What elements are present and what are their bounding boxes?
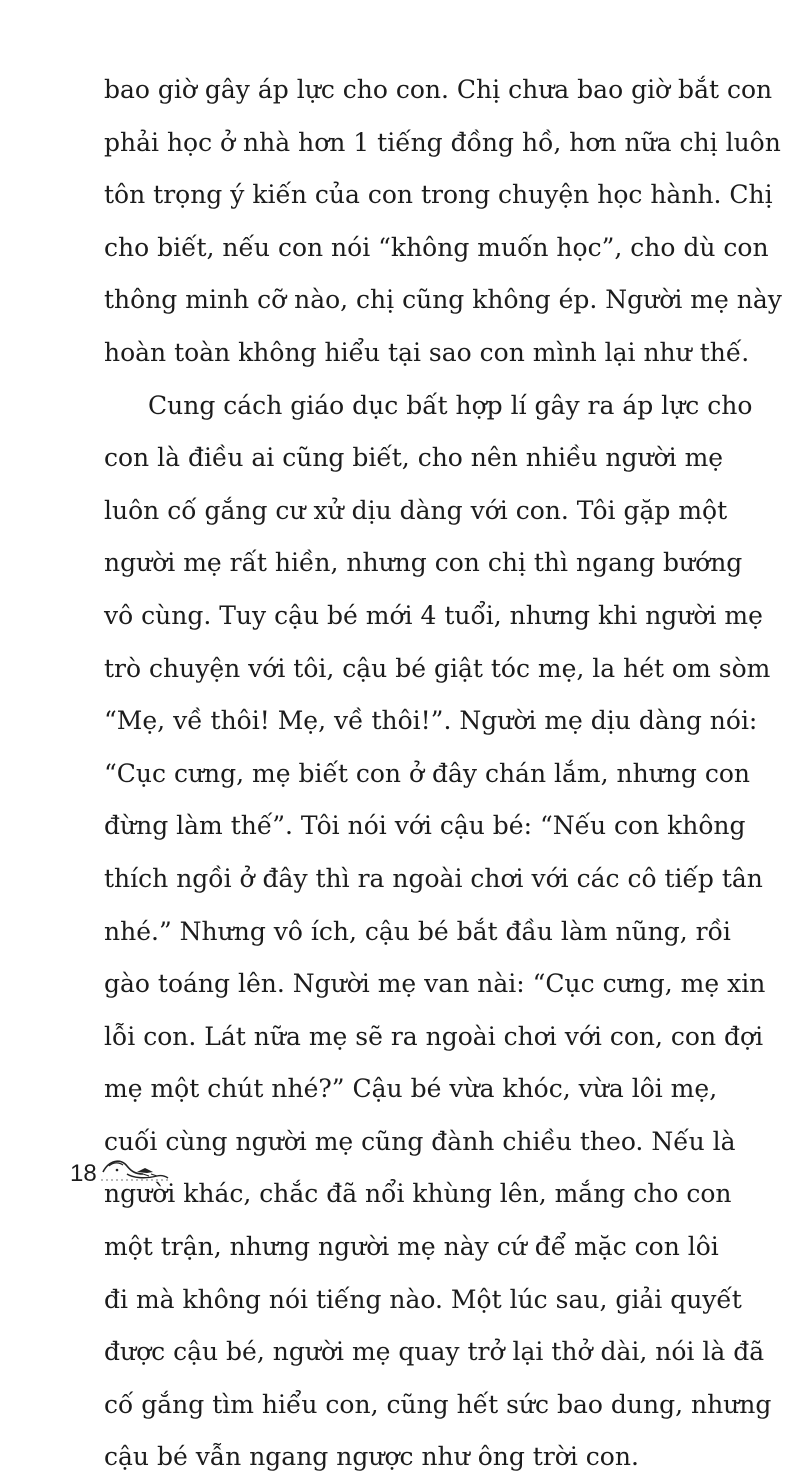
text-line: phải học ở nhà hơn 1 tiếng đồng hồ, hơn nữa chị luôn bbox=[104, 127, 781, 157]
text-line: trò chuyện với tôi, cậu bé giật tóc mẹ, la hét om sòm bbox=[104, 653, 771, 683]
body-text bbox=[104, 64, 782, 1484]
bird-ornament-icon bbox=[99, 1152, 171, 1186]
text-line: đi mà không nói tiếng nào. Một lúc sau, giải quyết bbox=[104, 1284, 742, 1314]
paragraph-1 bbox=[104, 64, 782, 380]
text-line: bao giờ gây áp lực cho con. Chị chưa bao giờ bắt con bbox=[104, 75, 773, 104]
page-number: 18 bbox=[70, 1160, 97, 1187]
text-line: cuối cùng người mẹ cũng đành chiều theo. Nếu là bbox=[104, 1126, 736, 1156]
text-line: cậu bé vẫn ngang ngược như ông trời con. bbox=[104, 1442, 639, 1472]
page-footer bbox=[70, 1146, 171, 1186]
text-line: thông minh cỡ nào, chị cũng không ép. Người mẹ này bbox=[104, 285, 782, 315]
text-line: “Mẹ, về thôi! Mẹ, về thôi!”. Người mẹ dịu dàng nói: bbox=[104, 706, 758, 736]
text-line: người mẹ rất hiền, nhưng con chị thì ngang bướng bbox=[104, 548, 743, 578]
paragraph-2 bbox=[104, 380, 772, 1484]
text-line: tôn trọng ý kiến của con trong chuyện học hành. Chị bbox=[104, 180, 773, 210]
text-line: hoàn toàn không hiểu tại sao con mình lại như thế. bbox=[104, 337, 750, 367]
text-line: mẹ một chút nhé?” Cậu bé vừa khóc, vừa lôi mẹ, bbox=[104, 1074, 718, 1104]
text-line: người khác, chắc đã nổi khùng lên, mắng cho con bbox=[104, 1179, 732, 1209]
text-line: luôn cố gắng cư xử dịu dàng với con. Tôi gặp một bbox=[104, 495, 728, 525]
text-line: thích ngồi ở đây thì ra ngoài chơi với các cô tiếp tân bbox=[104, 863, 763, 893]
text-line: gào toáng lên. Người mẹ van nài: “Cục cưng, mẹ xin bbox=[104, 969, 766, 999]
text-line: cho biết, nếu con nói “không muốn học”, cho dù con bbox=[104, 232, 769, 262]
text-line: cố gắng tìm hiểu con, cũng hết sức bao dung, nhưng bbox=[104, 1389, 772, 1419]
text-line: con là điều ai cũng biết, cho nên nhiều người mẹ bbox=[104, 443, 724, 473]
text-line: “Cục cưng, mẹ biết con ở đây chán lắm, nhưng con bbox=[104, 758, 751, 788]
text-line: được cậu bé, người mẹ quay trở lại thở dài, nói là đã bbox=[104, 1337, 765, 1367]
text-line: một trận, nhưng người mẹ này cứ để mặc con lôi bbox=[104, 1232, 719, 1262]
text-line: đừng làm thế”. Tôi nói với cậu bé: “Nếu con không bbox=[104, 811, 746, 841]
text-line: Cung cách giáo dục bất hợp lí gây ra áp lực cho bbox=[148, 390, 753, 420]
text-line: nhé.” Nhưng vô ích, cậu bé bắt đầu làm nũng, rồi bbox=[104, 916, 731, 946]
text-line: lỗi con. Lát nữa mẹ sẽ ra ngoài chơi với con, con đợi bbox=[104, 1021, 764, 1051]
text-line: vô cùng. Tuy cậu bé mới 4 tuổi, nhưng khi người mẹ bbox=[104, 600, 763, 630]
